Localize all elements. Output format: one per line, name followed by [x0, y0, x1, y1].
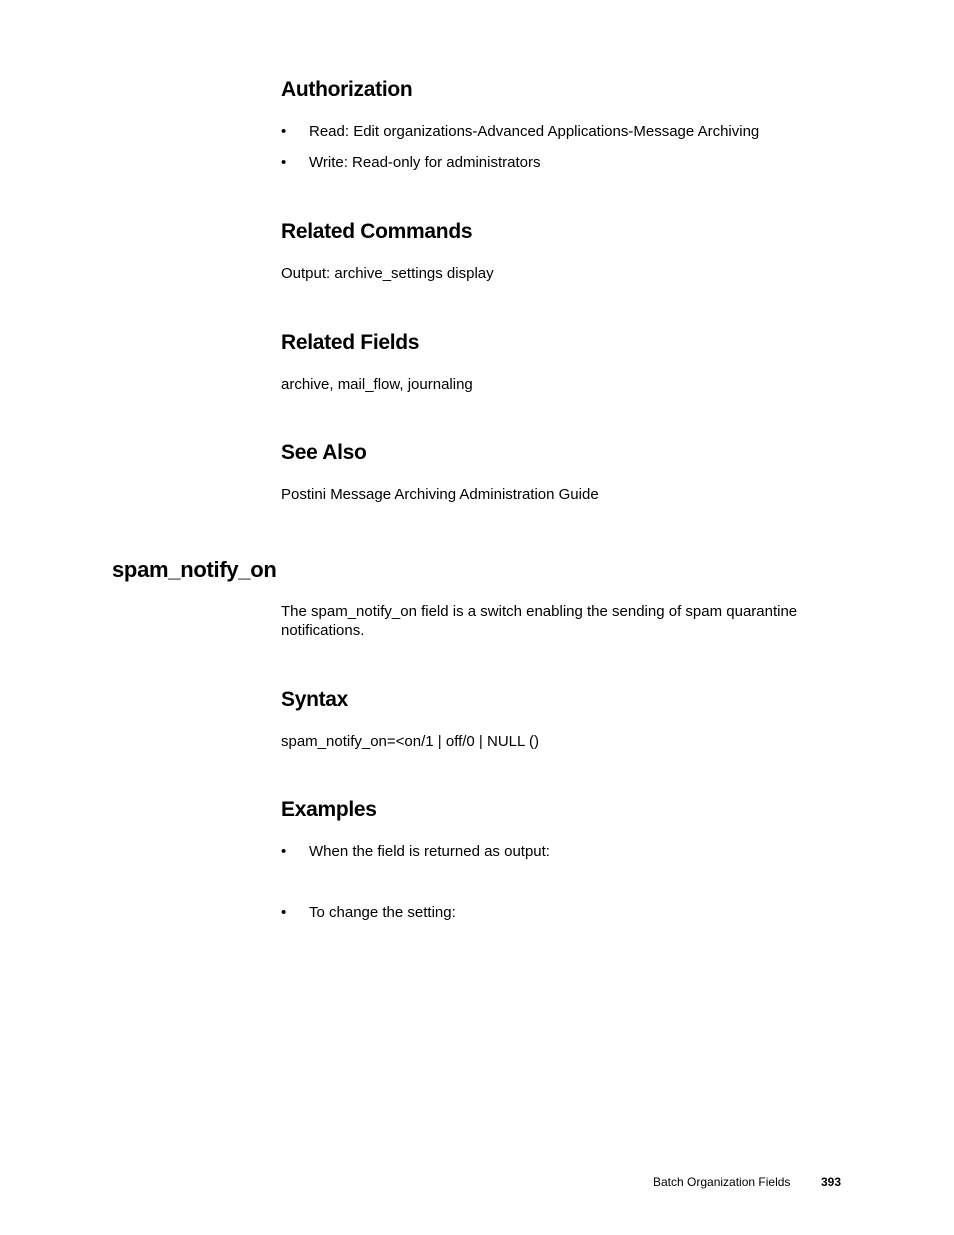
- syntax-heading: Syntax: [281, 688, 349, 711]
- see-also-text: Postini Message Archiving Administration Guide: [281, 486, 599, 503]
- field-title: spam_notify_on: [112, 557, 277, 582]
- related-fields-heading: Related Fields: [281, 331, 420, 354]
- examples-heading: Examples: [281, 798, 377, 821]
- authorization-write-text: Write: Read-only for administrators: [309, 154, 541, 171]
- bullet-icon: •: [281, 843, 287, 860]
- bullet-icon: •: [281, 154, 287, 171]
- bullet-icon: •: [281, 904, 287, 921]
- example-output-text: When the field is returned as output:: [309, 843, 550, 860]
- related-fields-text: archive, mail_flow, journaling: [281, 376, 473, 393]
- authorization-read-text: Read: Edit organizations-Advanced Applications-Message Archiving: [309, 123, 760, 140]
- footer-title: Batch Organization Fields: [653, 1175, 791, 1189]
- related-commands-heading: Related Commands: [281, 220, 473, 243]
- bullet-icon: •: [281, 123, 287, 140]
- syntax-text: spam_notify_on=<on/1 | off/0 | NULL (): [281, 733, 539, 750]
- see-also-heading: See Also: [281, 441, 367, 464]
- page-number: 393: [821, 1175, 842, 1189]
- example-change-text: To change the setting:: [309, 904, 456, 921]
- related-commands-text: Output: archive_settings display: [281, 265, 494, 282]
- field-description: The spam_notify_on field is a switch enabling the sending of spam quarantine notifications.: [281, 603, 798, 639]
- authorization-heading: Authorization: [281, 78, 413, 101]
